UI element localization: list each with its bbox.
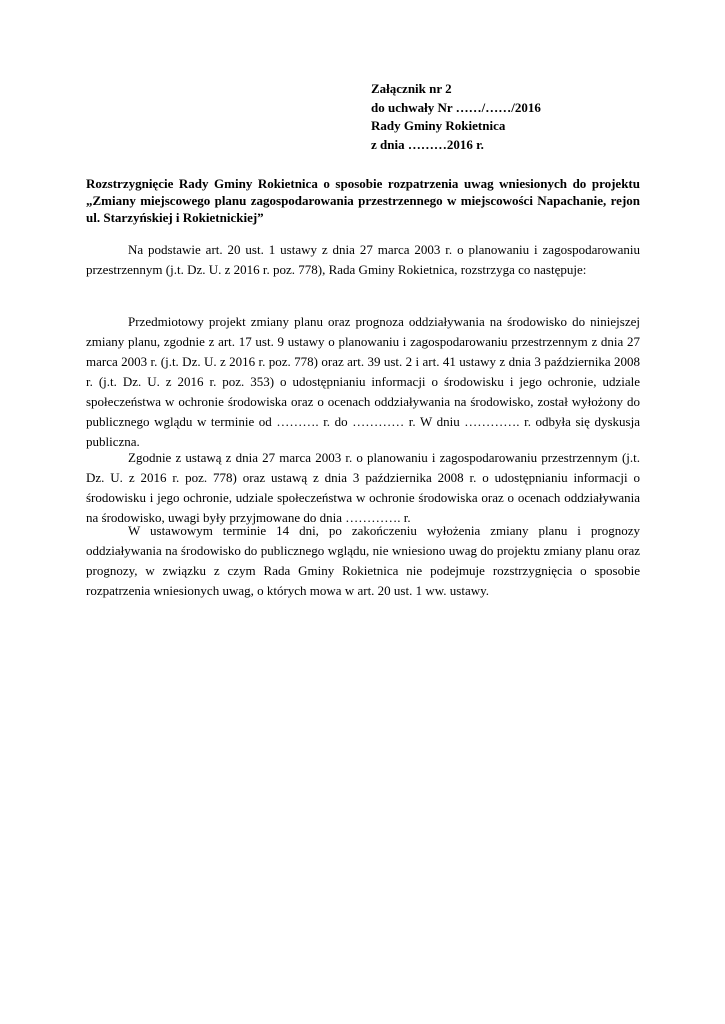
body-paragraph-3: [86, 521, 640, 601]
header-line-resolution-number: do uchwały Nr ……/……/2016: [371, 99, 541, 115]
header-line-council-name: Rady Gminy Rokietnica: [371, 118, 506, 133]
body-paragraph-1-text: Przedmiotowy projekt zmiany planu oraz prognoza oddziaływania na środowisko do niniejszej zmiany planu, zgodnie z art. 17 ust. 9 ustawy o planowaniu i zagospodarowaniu przestrzennym z dnia 27 marca 2003 r. (j.t. Dz. U. z 2016 r. poz. 778) oraz art. 39 ust. 2 i art. 41 ustawy z dnia 3 października 2008 r. (j.t. Dz. U. z 2016 r. poz. 353) o udostępnianiu informacji o środowisku i jego ochronie, udziale społeczeństwa w ochronie środowiska oraz o ocenach oddziaływania na środowisko, został wyłożony do publicznego wglądu w terminie od ………. r. do ………… r. W dniu …………. r. odbyła się dyskusja publiczna.: [86, 314, 640, 449]
intro-paragraph-text: Na podstawie art. 20 ust. 1 ustawy z dnia 27 marca 2003 r. o planowaniu i zagospodarowaniu przestrzennym (j.t. Dz. U. z 2016 r. poz. 778), Rada Gminy Rokietnica, rozstrzyga co następuje:: [86, 242, 640, 277]
body-paragraph-2: [86, 448, 640, 528]
attachment-header: [371, 80, 541, 154]
header-line-date: z dnia ………2016 r.: [371, 136, 484, 152]
body-paragraph-1: [86, 312, 640, 452]
document-title: Rozstrzygnięcie Rady Gminy Rokietnica o sposobie rozpatrzenia uwag wniesionych do projektu „Zmiany miejscowego planu zagospodarowania przestrzennego w miejscowości Napachanie, rejon ul. Starzyńskiej i Rokietnickiej”: [86, 176, 640, 225]
body-paragraph-3-text: W ustawowym terminie 14 dni, po zakończeniu wyłożenia zmiany planu i prognozy oddziaływania na środowisko do publicznego wglądu, nie wniesiono uwag do projektu zmiany planu oraz prognozy, w związku z czym Rada Gminy Rokietnica nie podejmuje rozstrzygnięcia o sposobie rozpatrzenia wniesionych uwag, o których mowa w art. 20 ust. 1 ww. ustawy.: [86, 523, 640, 598]
body-paragraph-2-text: Zgodnie z ustawą z dnia 27 marca 2003 r. o planowaniu i zagospodarowaniu przestrzennym (j.t. Dz. U. z 2016 r. poz. 778) oraz ustawą z dnia 3 października 2008 r. o udostępnianiu informacji o środowisku i jego ochronie, udziale społeczeństwa w ochronie środowiska oraz o ocenach oddziaływania na środowisko, uwagi były przyjmowane do dnia …………. r.: [86, 450, 640, 525]
intro-paragraph: [86, 240, 640, 280]
header-line-attachment-number: Załącznik nr 2: [371, 81, 452, 96]
